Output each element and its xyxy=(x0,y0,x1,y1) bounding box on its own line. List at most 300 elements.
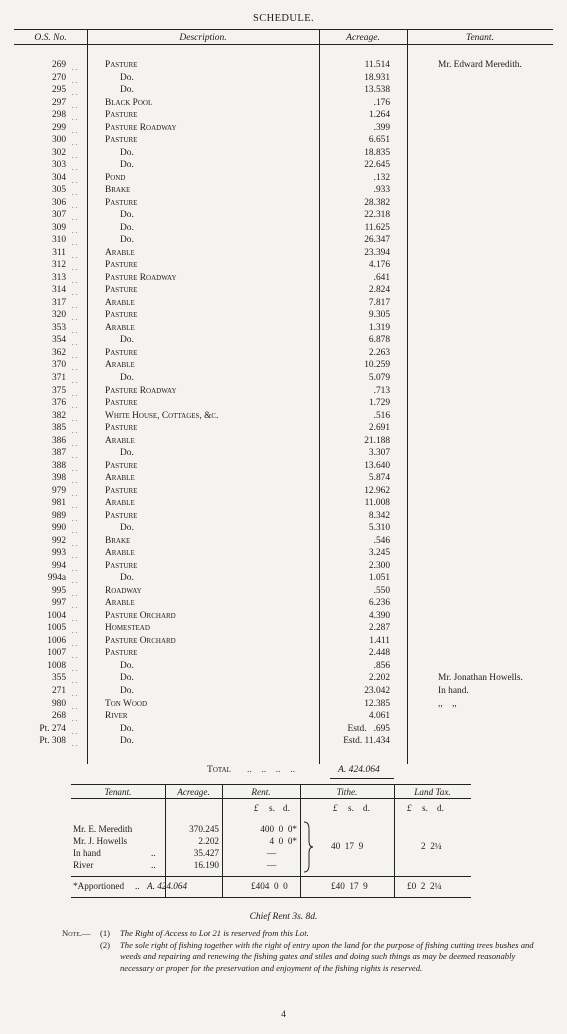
table-row xyxy=(14,72,553,84)
table-row xyxy=(14,572,553,584)
leader-dots: . . xyxy=(72,514,78,523)
tithe-s-head: s. xyxy=(348,803,354,813)
os-number: 312 xyxy=(51,260,66,271)
leader-dots: . . xyxy=(72,602,78,611)
leader-dots: . . xyxy=(72,564,78,573)
table-row xyxy=(14,272,553,284)
acreage: 4.390 xyxy=(368,610,390,621)
leader-dots: . . xyxy=(72,727,78,736)
acreage: 2.202 xyxy=(368,673,390,684)
description: Arable xyxy=(105,322,135,333)
chief-rent: Chief Rent 3s. 8d. xyxy=(249,912,318,922)
table-row xyxy=(14,134,553,146)
os-number: 297 xyxy=(51,97,66,108)
acreage: 1.411 xyxy=(369,635,390,646)
table-row xyxy=(14,547,553,559)
header-os-no: O.S. No. xyxy=(34,33,67,43)
table-row xyxy=(14,297,553,309)
leader-dots: . . xyxy=(72,464,78,473)
leader-dots: . . xyxy=(72,502,78,511)
leader-dots: . . xyxy=(72,664,78,673)
leader-dots: . . xyxy=(72,201,78,210)
description: Arable xyxy=(105,247,135,258)
leader-dots: . . xyxy=(72,226,78,235)
os-number: 268 xyxy=(51,711,66,722)
os-number: 376 xyxy=(51,398,66,409)
leader-dots: . . xyxy=(72,715,78,724)
tenant-acreage: 2.202 xyxy=(198,836,219,846)
acreage: .516 xyxy=(373,410,390,421)
acreage: 22.645 xyxy=(364,160,390,171)
acreage: 28.382 xyxy=(364,197,390,208)
acreage: .550 xyxy=(373,585,390,596)
description: Pasture xyxy=(105,423,138,434)
tenant-label: Mr. J. Howells xyxy=(73,836,128,846)
os-number: 398 xyxy=(51,473,66,484)
apportioned-tax: £0 2 2¼ xyxy=(407,881,442,891)
description: Pasture xyxy=(105,510,138,521)
table-row xyxy=(14,685,553,697)
os-number: 1005 xyxy=(47,623,66,634)
acreage: 3.307 xyxy=(368,448,390,459)
os-number: 269 xyxy=(51,60,66,70)
acreage: 3.245 xyxy=(368,548,390,559)
tenant-row xyxy=(71,860,471,872)
total-label: Total xyxy=(207,764,231,775)
acreage: Estd. 11.434 xyxy=(343,736,390,747)
os-number: 295 xyxy=(51,85,66,96)
note-item xyxy=(62,928,542,939)
tenant-label: Mr. E. Meredith xyxy=(73,824,133,834)
description: Do. xyxy=(120,723,134,734)
table-row xyxy=(14,334,553,346)
description: Pasture xyxy=(105,398,138,409)
description: Pasture xyxy=(105,135,138,146)
acreage: 5.310 xyxy=(368,523,390,534)
table-row xyxy=(14,422,553,434)
tt-rule-sum xyxy=(71,876,471,877)
description: Do. xyxy=(120,573,134,584)
leader-dots: . . xyxy=(72,740,78,749)
tenant-rent: 400 0 0* xyxy=(260,824,297,834)
os-number: 310 xyxy=(51,235,66,246)
acreage: 7.817 xyxy=(368,297,390,308)
table-row xyxy=(14,197,553,209)
page-number: 4 xyxy=(281,1010,286,1020)
rent-s-head: s. xyxy=(269,803,275,813)
table-row xyxy=(14,435,553,447)
tt-rule-header xyxy=(71,798,471,799)
table-row xyxy=(14,385,553,397)
apportioned-tithe: £40 17 9 xyxy=(331,881,368,891)
table-row xyxy=(14,147,553,159)
acreage: .176 xyxy=(373,97,390,108)
tax-s-head: s. xyxy=(422,803,428,813)
leader-dots: . . xyxy=(72,351,78,360)
description: Pasture xyxy=(105,347,138,358)
description: Pasture xyxy=(105,560,138,571)
os-number: 303 xyxy=(51,160,66,171)
os-number: 298 xyxy=(51,110,66,121)
acreage: 5.874 xyxy=(368,473,390,484)
table-row xyxy=(14,234,553,246)
rule-top xyxy=(14,29,553,30)
total-underline xyxy=(330,778,394,779)
table-row xyxy=(14,59,553,71)
table-row xyxy=(14,647,553,659)
os-number: 305 xyxy=(51,185,66,196)
table-row xyxy=(14,309,553,321)
os-number: 354 xyxy=(51,335,66,346)
tenant-acreage: 16.190 xyxy=(193,860,219,870)
os-number: 1008 xyxy=(47,660,66,671)
acreage: 4.061 xyxy=(368,711,390,722)
description: Arable xyxy=(105,473,135,484)
header-description: Description. xyxy=(179,33,227,43)
table-row xyxy=(14,735,553,747)
tt-header-land-tax: Land Tax. xyxy=(414,787,451,797)
os-number: Pt. 308 xyxy=(39,736,66,747)
description: Do. xyxy=(120,160,134,171)
acreage: .933 xyxy=(373,185,390,196)
table-row xyxy=(14,635,553,647)
os-number: 313 xyxy=(51,272,66,283)
table-row xyxy=(14,347,553,359)
note-item xyxy=(100,940,542,974)
leader-dots: . . xyxy=(72,389,78,398)
os-number: 306 xyxy=(51,197,66,208)
leader-dots: . . xyxy=(72,439,78,448)
leader-dots: . . xyxy=(72,639,78,648)
leader-dots: . . xyxy=(72,339,78,348)
leader-dots: . . xyxy=(72,364,78,373)
description: Ton Wood xyxy=(105,698,148,709)
acreage: 22.318 xyxy=(364,210,390,221)
os-number: 979 xyxy=(51,485,66,496)
tithe-value: 40 17 9 xyxy=(331,841,364,851)
description: River xyxy=(105,711,128,722)
description: Do. xyxy=(120,210,134,221)
os-number: 1006 xyxy=(47,635,66,646)
description: Do. xyxy=(120,686,134,696)
table-row xyxy=(14,247,553,259)
leader-dots: . . xyxy=(72,452,78,461)
leader-dots: . . xyxy=(72,164,78,173)
leader-dots: . . xyxy=(72,690,78,698)
os-number: 353 xyxy=(51,322,66,333)
description: Do. xyxy=(120,736,134,747)
os-number: 994a xyxy=(47,573,66,584)
acreage: 2.691 xyxy=(368,423,390,434)
acreage: 23.042 xyxy=(364,686,390,696)
description: Pasture xyxy=(105,460,138,471)
rule-header xyxy=(14,44,553,45)
acreage: 2.287 xyxy=(368,623,390,634)
table-row xyxy=(14,610,553,622)
acreage: 21.188 xyxy=(364,435,390,446)
description: Pasture xyxy=(105,260,138,271)
tithe-pound-head: £ xyxy=(333,803,338,813)
tenant-name: Mr. Jonathan Howells. xyxy=(438,673,523,684)
table-row xyxy=(14,460,553,472)
os-number: 388 xyxy=(51,460,66,471)
note-text: The sole right of fishing together with the right of entry upon the land for the purpose of fishing cutting trees bushes and weeds and repairing and renewing the fishing gates and stiles and doing such things as may be deemed reasonably necessary or proper for the preservation and enjoyment of the fishing rights is reserved. xyxy=(120,940,534,973)
note-number: (1) xyxy=(100,928,111,938)
acreage: .713 xyxy=(373,385,390,396)
tenant-label: In hand xyxy=(73,848,101,858)
table-row xyxy=(14,585,553,597)
total-dots: .. .. .. .. xyxy=(247,764,295,775)
tenant-acreage: 370.245 xyxy=(189,824,219,834)
leader-dots: . . xyxy=(72,64,78,72)
os-number: 309 xyxy=(51,222,66,233)
acreage: 6.236 xyxy=(368,598,390,609)
tenant-row xyxy=(71,848,471,860)
description: Brake xyxy=(105,535,131,546)
acreage: 1.319 xyxy=(368,322,390,333)
leader-dots: .. xyxy=(151,848,156,858)
header-acreage: Acreage. xyxy=(346,33,380,43)
table-row xyxy=(14,522,553,534)
description: Do. xyxy=(120,373,134,383)
acreage: 2.300 xyxy=(368,560,390,571)
acreage: 18.931 xyxy=(364,72,390,83)
description: Arable xyxy=(105,598,135,609)
table-row xyxy=(14,410,553,422)
table-row xyxy=(14,672,553,684)
acreage: 6.651 xyxy=(368,135,390,146)
rent-d-head: d. xyxy=(283,803,290,813)
description: Arable xyxy=(105,498,135,509)
tenant-rent: — xyxy=(267,848,277,858)
table-row xyxy=(14,397,553,409)
leader-dots: . . xyxy=(72,577,78,586)
description: Pasture xyxy=(105,485,138,496)
description: Homestead xyxy=(105,623,150,634)
os-number: 270 xyxy=(51,72,66,83)
leader-dots: . . xyxy=(72,402,78,411)
table-row xyxy=(14,359,553,371)
tt-header-rent: Rent. xyxy=(251,787,271,797)
tithe-d-head: d. xyxy=(363,803,370,813)
table-row xyxy=(14,710,553,722)
tax-d-head: d. xyxy=(437,803,444,813)
leader-dots: . . xyxy=(72,477,78,486)
acreage: 6.878 xyxy=(368,335,390,346)
acreage: 4.176 xyxy=(368,260,390,271)
os-number: 314 xyxy=(51,285,66,296)
total-value: A. 424.064 xyxy=(338,764,380,775)
os-number: 300 xyxy=(51,135,66,146)
acreage: .546 xyxy=(373,535,390,546)
os-number: 299 xyxy=(51,122,66,133)
leader-dots: . . xyxy=(72,264,78,273)
table-row xyxy=(14,622,553,634)
table-row xyxy=(14,698,553,710)
description: Do. xyxy=(120,448,134,459)
table-row xyxy=(14,485,553,497)
table-row xyxy=(14,172,553,184)
description: Pasture Roadway xyxy=(105,272,177,283)
description: Pasture xyxy=(105,285,138,296)
leader-dots: . . xyxy=(72,427,78,436)
description: Arable xyxy=(105,297,135,308)
table-row xyxy=(14,222,553,234)
acreage: 11.625 xyxy=(364,222,390,233)
leader-dots: . . xyxy=(72,176,78,185)
table-row xyxy=(14,259,553,271)
table-row xyxy=(14,372,553,384)
description: Do. xyxy=(120,147,134,158)
os-number: 992 xyxy=(51,535,66,546)
note-number: (2) xyxy=(100,940,111,951)
table-row xyxy=(14,284,553,296)
description: Pasture Roadway xyxy=(105,385,177,396)
tenant-name: In hand. xyxy=(438,686,469,696)
os-number: 304 xyxy=(51,172,66,183)
tenant-acreage: 35.427 xyxy=(193,848,219,858)
tt-header-acreage: Acreage. xyxy=(177,787,210,797)
description: Pasture Orchard xyxy=(105,610,176,621)
os-number: 990 xyxy=(51,523,66,534)
os-number: 362 xyxy=(51,347,66,358)
table-row xyxy=(14,497,553,509)
table-row xyxy=(14,122,553,134)
os-number: 382 xyxy=(51,410,66,421)
acreage: 13.538 xyxy=(364,85,390,96)
brace-icon xyxy=(303,821,313,873)
table-row xyxy=(14,184,553,196)
acreage: Estd. .695 xyxy=(347,723,390,734)
acreage: 23.394 xyxy=(364,247,390,258)
schedule-table xyxy=(14,29,553,764)
leader-dots: . . xyxy=(72,301,78,310)
os-number: 385 xyxy=(51,423,66,434)
description: Do. xyxy=(120,335,134,346)
os-number: 371 xyxy=(51,373,66,383)
description: Arable xyxy=(105,548,135,559)
os-number: 981 xyxy=(51,498,66,509)
table-row xyxy=(14,84,553,96)
acreage: 8.342 xyxy=(368,510,390,521)
description: Pasture xyxy=(105,110,138,121)
os-number: 387 xyxy=(51,448,66,459)
acreage: 10.259 xyxy=(364,360,390,371)
table-row xyxy=(14,209,553,221)
tt-header-tithe: Tithe. xyxy=(336,787,358,797)
leader-dots: . . xyxy=(72,552,78,561)
apportioned-acre: A. 424.064 xyxy=(147,881,188,891)
os-number: 271 xyxy=(51,686,66,696)
acreage: .641 xyxy=(373,272,390,283)
tenant-row xyxy=(71,836,471,848)
table-row xyxy=(14,322,553,334)
table-row xyxy=(14,447,553,459)
os-number: Pt. 274 xyxy=(39,723,66,734)
leader-dots: . . xyxy=(72,589,78,598)
acreage: 13.640 xyxy=(364,460,390,471)
description: Do. xyxy=(120,72,134,83)
leader-dots: . . xyxy=(72,489,78,498)
acreage: 2.448 xyxy=(368,648,390,659)
leader-dots: . . xyxy=(72,126,78,135)
tenant-rent: — xyxy=(267,860,277,870)
table-row xyxy=(14,560,553,572)
acreage: 11.008 xyxy=(364,498,390,509)
acreage: 18.835 xyxy=(364,147,390,158)
page-title: SCHEDULE. xyxy=(252,13,315,24)
leader-dots: . . xyxy=(72,326,78,335)
description: Pasture xyxy=(105,60,138,70)
description: Black Pool xyxy=(105,97,153,108)
description: Do. xyxy=(120,523,134,534)
apportioned-dots: .. xyxy=(135,881,140,891)
acreage: 2.824 xyxy=(368,285,390,296)
os-number: 980 xyxy=(51,698,66,709)
apportioned-label: *Apportioned xyxy=(73,881,125,891)
leader-dots: . . xyxy=(72,677,78,686)
acreage: 9.305 xyxy=(368,310,390,321)
os-number: 311 xyxy=(52,247,66,258)
leader-dots: . . xyxy=(72,627,78,636)
description: White House, Cottages, &c. xyxy=(105,410,219,421)
description: Do. xyxy=(120,660,134,671)
table-row xyxy=(14,597,553,609)
os-number: 989 xyxy=(51,510,66,521)
os-number: 386 xyxy=(51,435,66,446)
table-row xyxy=(14,472,553,484)
acreage: 1.264 xyxy=(368,110,390,121)
note-label: Note.— xyxy=(62,928,91,938)
os-number: 355 xyxy=(51,673,66,684)
description: Do. xyxy=(120,85,134,96)
description: Brake xyxy=(105,185,131,196)
leader-dots: . . xyxy=(72,251,78,260)
acreage: 11.514 xyxy=(364,60,390,70)
leader-dots: . . xyxy=(72,239,78,248)
os-number: 1007 xyxy=(47,648,66,659)
table-row xyxy=(14,159,553,171)
description: Pasture Orchard xyxy=(105,635,176,646)
leader-dots: . . xyxy=(72,527,78,536)
table-row xyxy=(14,97,553,109)
leader-dots: . . xyxy=(72,139,78,148)
acreage: 1.051 xyxy=(368,573,390,584)
table-row xyxy=(14,109,553,121)
header-tenant: Tenant. xyxy=(466,33,494,43)
acreage: 2.263 xyxy=(368,347,390,358)
leader-dots: . . xyxy=(72,702,78,711)
leader-dots: . . xyxy=(72,614,78,623)
leader-dots: . . xyxy=(72,414,78,423)
os-number: 320 xyxy=(51,310,66,321)
leader-dots: . . xyxy=(72,289,78,298)
description: Pasture xyxy=(105,197,138,208)
leader-dots: . . xyxy=(72,214,78,223)
leader-dots: . . xyxy=(72,89,78,98)
notes xyxy=(62,928,542,975)
os-number: 307 xyxy=(51,210,66,221)
description: Do. xyxy=(120,673,134,684)
os-number: 993 xyxy=(51,548,66,559)
os-number: 317 xyxy=(51,297,66,308)
description: Pasture xyxy=(105,648,138,659)
tt-rule-top xyxy=(71,784,471,785)
description: Pond xyxy=(105,172,126,183)
apportioned-rent: £404 0 0 xyxy=(251,881,288,891)
land-tax-value: 2 2¼ xyxy=(421,841,442,851)
os-number: 995 xyxy=(51,585,66,596)
